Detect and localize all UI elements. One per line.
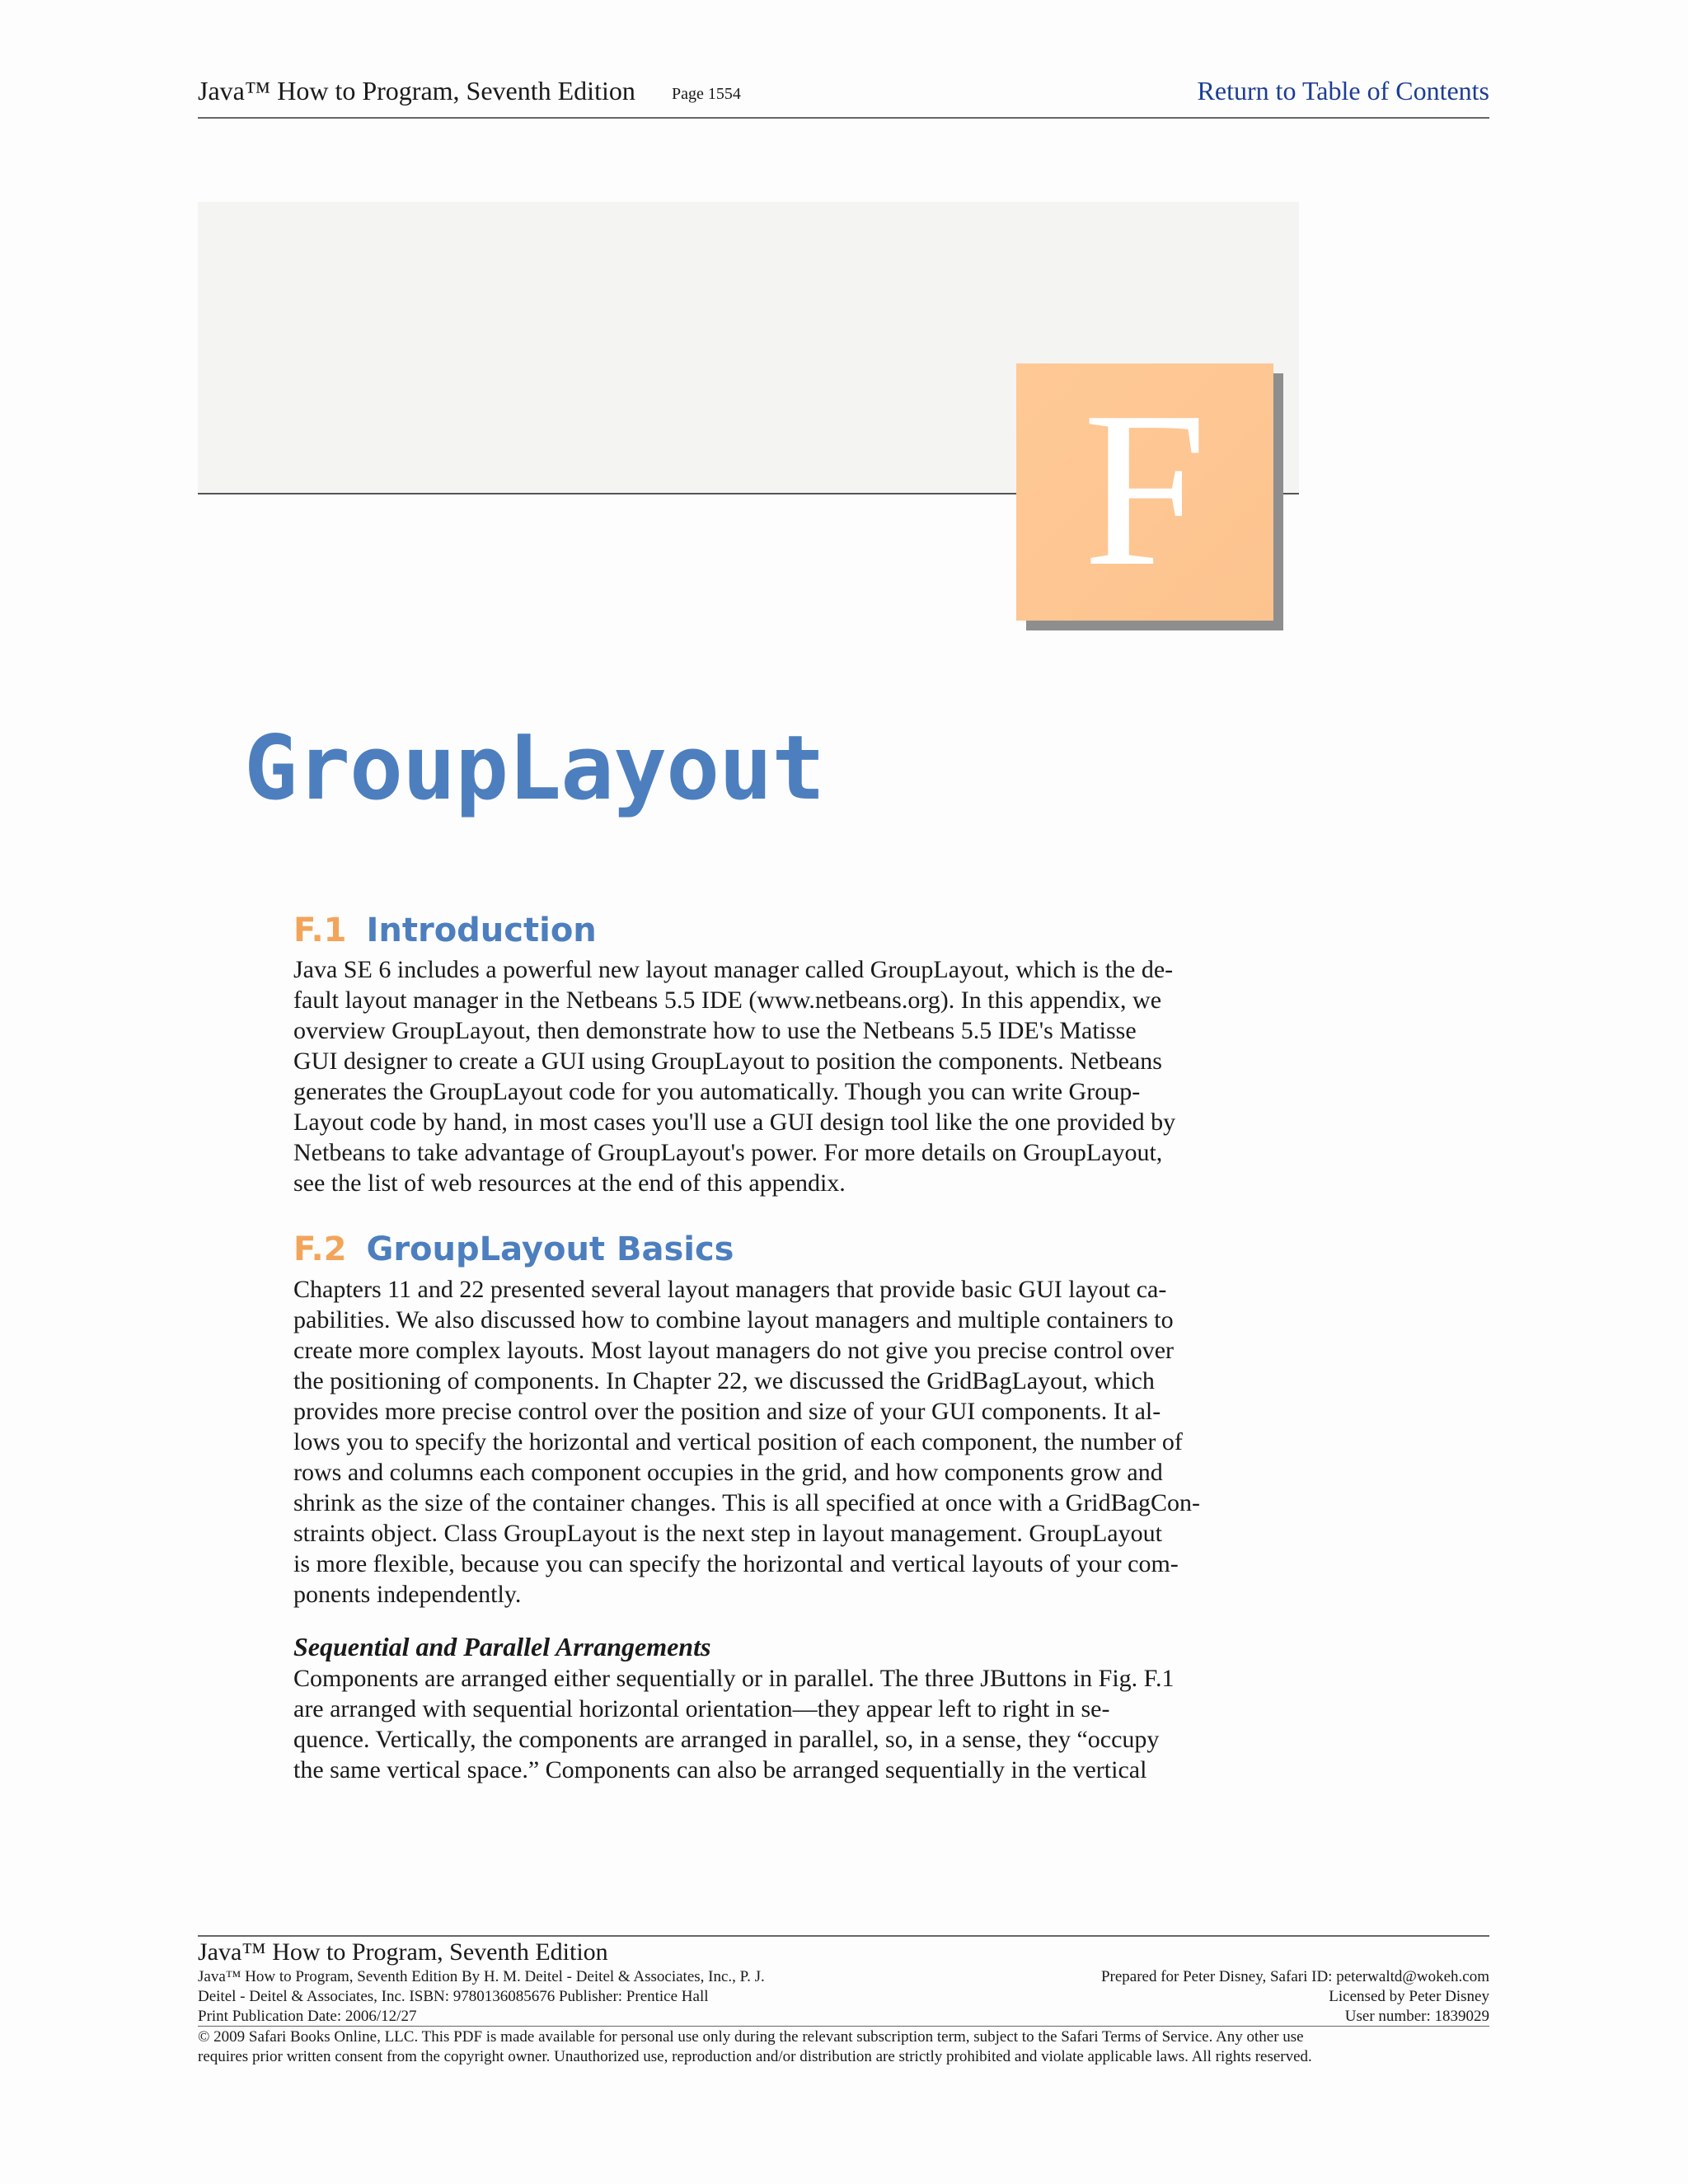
- paragraph-line: rows and columns each component occupies in the grid, and how components grow and: [293, 1459, 1163, 1486]
- chapter-letter: F: [1082, 366, 1207, 612]
- footer-user-number: User number: 1839029: [1344, 2008, 1489, 2025]
- paragraph-line: the same vertical space.” Components can also be arranged sequentially in the vertical: [293, 1756, 1147, 1783]
- paragraph-line: lows you to specify the horizontal and vertical position of each component, the number of: [293, 1428, 1183, 1455]
- paragraph-line: see the list of web resources at the end of this appendix.: [293, 1169, 846, 1197]
- introduction-paragraph: [293, 954, 1205, 1198]
- paragraph-line: pabilities. We also discussed how to combine layout managers and multiple containers to: [293, 1306, 1174, 1333]
- section-number: F.1: [293, 912, 347, 949]
- header-book-title: Java™ How to Program, Seventh Edition: [198, 76, 635, 105]
- footer-copyright: © 2009 Safari Books Online, LLC. This PDF is made available for personal use only during the relevant subscription term, subject to the Safari Terms of Service. Any other use: [198, 2028, 1304, 2046]
- section-title: Introduction: [366, 912, 597, 949]
- footer-book-title: Java™ How to Program, Seventh Edition: [198, 1938, 608, 1966]
- paragraph-line: Netbeans to take advantage of GroupLayout's power. For more details on GroupLayout,: [293, 1139, 1163, 1166]
- paragraph-line: ponents independently.: [293, 1581, 522, 1608]
- footer-licensed-by: Licensed by Peter Disney: [1329, 1988, 1489, 2005]
- subsection-paragraph: [293, 1663, 1205, 1785]
- grouplayout-basics-paragraph: [293, 1274, 1205, 1610]
- paragraph-line: fault layout manager in the Netbeans 5.5 IDE (www.netbeans.org). In this appendix, we: [293, 987, 1162, 1014]
- section-heading-introduction: [293, 914, 597, 947]
- paragraph-line: quence. Vertically, the components are arranged in parallel, so, in a sense, they “occupy: [293, 1726, 1160, 1753]
- paragraph-line: create more complex layouts. Most layout managers do not give you precise control over: [293, 1337, 1175, 1364]
- paragraph-line: straints object. Class GroupLayout is the next step in layout management. GroupLayout: [293, 1520, 1162, 1547]
- page-header: [198, 76, 1489, 119]
- paragraph-line: provides more precise control over the position and size of your GUI components. It al-: [293, 1398, 1161, 1425]
- footer-book-info: Java™ How to Program, Seventh Edition By H. M. Deitel - Deitel & Associates, Inc., P. J.: [198, 1968, 765, 1985]
- paragraph-line: the positioning of components. In Chapter 22, we discussed the GridBagLayout, which: [293, 1367, 1155, 1394]
- paragraph-line: Components are arranged either sequentially or in parallel. The three JButtons in Fig. F.1: [293, 1665, 1175, 1692]
- paragraph-line: generates the GroupLayout code for you automatically. Though you can write Group-: [293, 1078, 1141, 1105]
- paragraph-line: Layout code by hand, in most cases you'll use a GUI design tool like the one provided by: [293, 1108, 1176, 1136]
- paragraph-line: is more flexible, because you can specify the horizontal and vertical layouts of your com-: [293, 1550, 1179, 1577]
- footer-prepared-for: Prepared for Peter Disney, Safari ID: peterwaltd@wokeh.com: [1100, 1968, 1489, 1985]
- table-of-contents-link[interactable]: Return to Table of Contents: [1197, 76, 1489, 105]
- chapter-title: GroupLayout: [244, 717, 825, 820]
- paragraph-line: are arranged with sequential horizontal orientation—they appear left to right in se-: [293, 1695, 1110, 1722]
- chapter-letter-box: [1016, 363, 1273, 621]
- section-number: F.2: [293, 1230, 347, 1268]
- header-page-number: Page 1554: [672, 85, 741, 103]
- footer-rule: [198, 1935, 1489, 1937]
- subsection-heading: Sequential and Parallel Arrangements: [293, 1632, 711, 1661]
- section-heading-grouplayout-basics: [293, 1230, 734, 1268]
- paragraph-line: Java SE 6 includes a powerful new layout manager called GroupLayout, which is the de-: [293, 956, 1174, 983]
- footer-book-info: Deitel - Deitel & Associates, Inc. ISBN: 9780136085676 Publisher: Prentice Hall: [198, 1988, 709, 2005]
- paragraph-line: shrink as the size of the container changes. This is all specified at once with a GridBagCon-: [293, 1489, 1200, 1516]
- section-title: GroupLayout Basics: [366, 1230, 734, 1268]
- footer-copyright-rule: [198, 2026, 1489, 2027]
- paragraph-line: GUI designer to create a GUI using GroupLayout to position the components. Netbeans: [293, 1047, 1162, 1075]
- footer-publication-date: Print Publication Date: 2006/12/27: [198, 2008, 417, 2025]
- paragraph-line: overview GroupLayout, then demonstrate how to use the Netbeans 5.5 IDE's Matisse: [293, 1017, 1137, 1044]
- paragraph-line: Chapters 11 and 22 presented several layout managers that provide basic GUI layout ca-: [293, 1276, 1167, 1303]
- footer-copyright: requires prior written consent from the copyright owner. Unauthorized use, reproduction and/or distribution are strictly prohibited and violate applicable laws. All rights reserved.: [198, 2048, 1312, 2065]
